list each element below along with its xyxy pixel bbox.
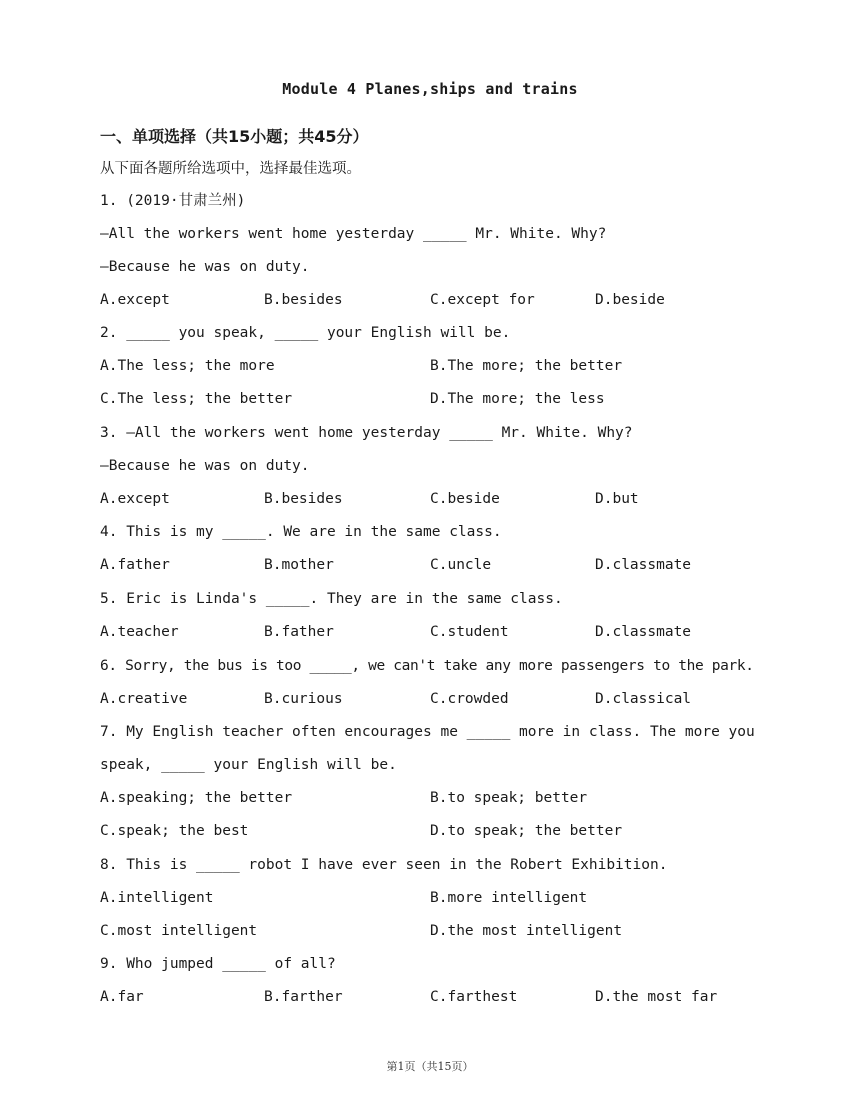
question-1-option-b: B.besides xyxy=(264,292,343,308)
question-1-stem: 1. (2019·甘肃兰州) xyxy=(100,193,246,209)
question-5-option-d: D.classmate xyxy=(595,624,692,640)
question-8-option-c: C.most intelligent xyxy=(100,923,258,939)
question-7-line: speak, _____ your English will be. xyxy=(100,757,397,773)
question-9-option-b: B.farther xyxy=(264,989,343,1005)
question-3-stem: 3. —All the workers went home yesterday _____ Mr. White. Why? xyxy=(100,425,633,441)
question-2-option-d: D.The more; the less xyxy=(430,391,605,407)
question-1-line: —All the workers went home yesterday _____ Mr. White. Why? xyxy=(100,226,607,242)
question-2-stem: 2. _____ you speak, _____ your English will be. xyxy=(100,325,511,341)
question-7-option-a: A.speaking; the better xyxy=(100,790,293,806)
question-6-stem: 6. Sorry, the bus is too _____, we can't take any more passengers to the park. xyxy=(100,658,754,674)
question-7-stem: 7. My English teacher often encourages me _____ more in class. The more you xyxy=(100,724,755,740)
question-7-option-b: B.to speak; better xyxy=(430,790,588,806)
question-1-line: —Because he was on duty. xyxy=(100,259,310,275)
question-2-option-b: B.The more; the better xyxy=(430,358,623,374)
question-5-stem: 5. Eric is Linda's _____. They are in the same class. xyxy=(100,591,563,607)
question-3-option-b: B.besides xyxy=(264,491,343,507)
question-4-stem: 4. This is my _____. We are in the same class. xyxy=(100,524,502,540)
question-3-option-c: C.beside xyxy=(430,491,500,507)
question-1-option-a: A.except xyxy=(100,292,170,308)
question-6-option-d: D.classical xyxy=(595,691,692,707)
question-6-option-b: B.curious xyxy=(264,691,343,707)
question-8-stem: 8. This is _____ robot I have ever seen in the Robert Exhibition. xyxy=(100,857,668,873)
question-4-option-c: C.uncle xyxy=(430,557,492,573)
question-2-option-c: C.The less; the better xyxy=(100,391,293,407)
question-9-stem: 9. Who jumped _____ of all? xyxy=(100,956,336,972)
question-9-option-c: C.farthest xyxy=(430,989,518,1005)
page-title: Module 4 Planes,ships and trains xyxy=(282,80,578,98)
question-2-option-a: A.The less; the more xyxy=(100,358,275,374)
question-4-option-d: D.classmate xyxy=(595,557,692,573)
question-5-option-a: A.teacher xyxy=(100,624,179,640)
instructions: 从下面各题所给选项中，选择最佳选项。 xyxy=(100,161,361,177)
question-3-option-d: D.but xyxy=(595,491,639,507)
question-3-line: —Because he was on duty. xyxy=(100,458,310,474)
section-heading: 一、单项选择（共15小题；共45分） xyxy=(100,127,369,146)
question-6-option-a: A.creative xyxy=(100,691,188,707)
question-4-option-b: B.mother xyxy=(264,557,334,573)
question-7-option-c: C.speak; the best xyxy=(100,823,249,839)
question-1-option-d: D.beside xyxy=(595,292,665,308)
question-7-option-d: D.to speak; the better xyxy=(430,823,623,839)
question-9-option-a: A.far xyxy=(100,989,144,1005)
page-footer: 第1页（共15页） xyxy=(386,1060,474,1073)
question-5-option-b: B.father xyxy=(264,624,334,640)
question-9-option-d: D.the most far xyxy=(595,989,718,1005)
question-3-option-a: A.except xyxy=(100,491,170,507)
question-8-option-a: A.intelligent xyxy=(100,890,214,906)
question-6-option-c: C.crowded xyxy=(430,691,509,707)
question-8-option-d: D.the most intelligent xyxy=(430,923,623,939)
question-4-option-a: A.father xyxy=(100,557,170,573)
question-1-option-c: C.except for xyxy=(430,292,535,308)
question-5-option-c: C.student xyxy=(430,624,509,640)
question-8-option-b: B.more intelligent xyxy=(430,890,588,906)
